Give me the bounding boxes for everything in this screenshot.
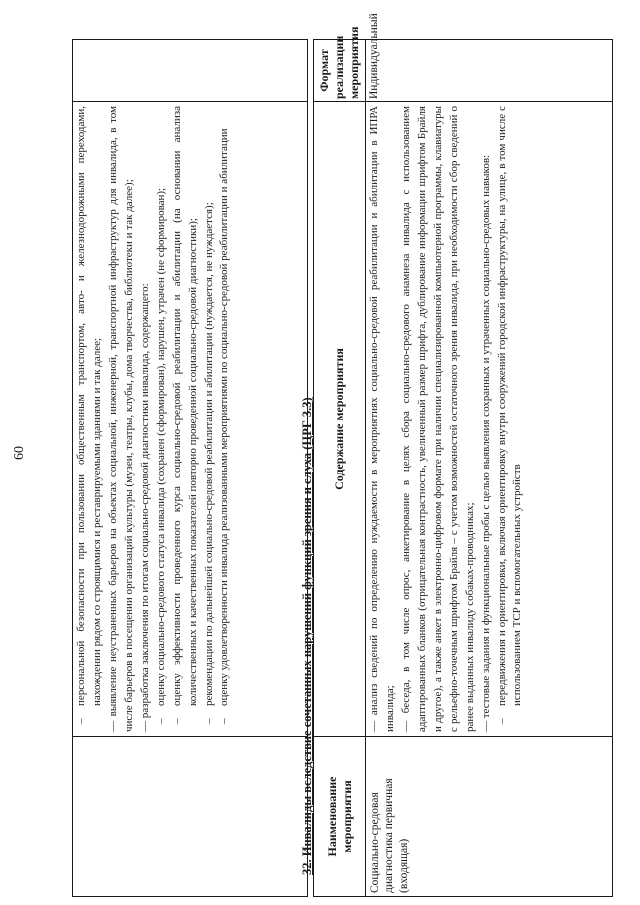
list-item-text: оценку социально-средового статуса инвалида (сохранен (сформирован), нарушен, утрачен (не сформирован); (154, 187, 167, 706)
list-item (217, 106, 233, 732)
list-item: — анализ сведений по определению нуждаемости в мероприятиях социально-средовой реабилитации и абилитации в ИПРА инвалида; (368, 106, 396, 732)
list-item (495, 106, 527, 732)
section-title: 32. Инвалиды вследствие сочетанных нарушений функций зрения и слуха (ЦРГ 3.3) (300, 397, 314, 875)
list-item (202, 106, 218, 732)
list-item: — беседа, в том числе опрос, анкетирование в целях сбора социально-средового анамнеза инвалида с использованием адаптированных бланков (отрицательная контрастность, увеличенный размер шрифта, дублирование информации шрифтом Брайля и другое), а также анкет в электронно-цифровом формате при наличии специализированной компьютерной программы, клавиатуры с рельефно-точечным шрифтом Брайля – с учетом возможностей остаточного зрения инвалида, при необходимости сбор сведений о ранее выданных инвалиду собаках-проводниках; (399, 106, 476, 732)
dash-bullet: – (170, 718, 183, 724)
list-item-text: оценку эффективности проведенного курса социально-средовой реабилитации и абилитации (на основании анализа количественных и качественных показателей повторно проведенной социально-средовой диагностики); (170, 106, 199, 706)
continuation-name-cell (73, 737, 308, 897)
table-row (366, 40, 613, 897)
dash-bullet: – (495, 718, 508, 724)
table-header-row (314, 40, 366, 897)
dash-bullet: – (154, 718, 167, 724)
continuation-table (72, 39, 308, 897)
header-name: Наименование мероприятия (314, 737, 366, 897)
list-item (154, 106, 170, 732)
header-content: Содержание мероприятия (314, 102, 366, 737)
continuation-format-cell (73, 40, 308, 102)
list-item (74, 106, 106, 732)
measure-content (366, 102, 613, 737)
list-item-text: оценку удовлетворенности инвалида реализованными мероприятиями по социально-средовой реабилитации и абилитации (218, 128, 231, 706)
dash-bullet: – (218, 718, 231, 724)
list-item: — выявление неустраненных барьеров на объектах социальной, инженерной, транспортной инфраструктур для инвалида, в том числе барьеров в посещении организаций культуры (музеи, театры, клубы, дома творчества, библиотеки и так далее); (106, 106, 135, 732)
dash-bullet: – (202, 718, 215, 724)
measure-name: Социально-средовая диагностика первичная (входящая) (366, 737, 613, 897)
list-item: — тестовые задания и функциональные пробы с целью выявления сохранных и утраченных социально-средовых навыков: (479, 154, 492, 732)
continuation-content-cell (73, 102, 308, 737)
list-item: — разработка заключения по итогам социально-средовой диагностики инвалида, содержащего: (138, 283, 151, 732)
measure-format: Индивидуальный (366, 40, 613, 102)
page-number: 60 (12, 446, 27, 460)
measures-table (313, 13, 613, 897)
list-item-text: передвижения и ориентировки, включая ориентировку внутри сооружений городской инфраструктуры, на улице, в том числе с использованием ТСР и вспомогательных устройств (495, 106, 524, 706)
list-item-text: рекомендации по дальнейшей социально-средовой реабилитации и абилитации (нуждается, не нуждается); (202, 202, 215, 706)
list-item (170, 106, 202, 732)
dash-bullet: – (75, 718, 87, 724)
header-format: Формат реализации мероприятия (314, 40, 366, 102)
list-item-text: персональной безопасности при пользовании общественным транспортом, авто- и железнодорожными переходами, нахождении рядом со строящимися и реставрируемыми зданиями и так далее; (75, 106, 103, 706)
